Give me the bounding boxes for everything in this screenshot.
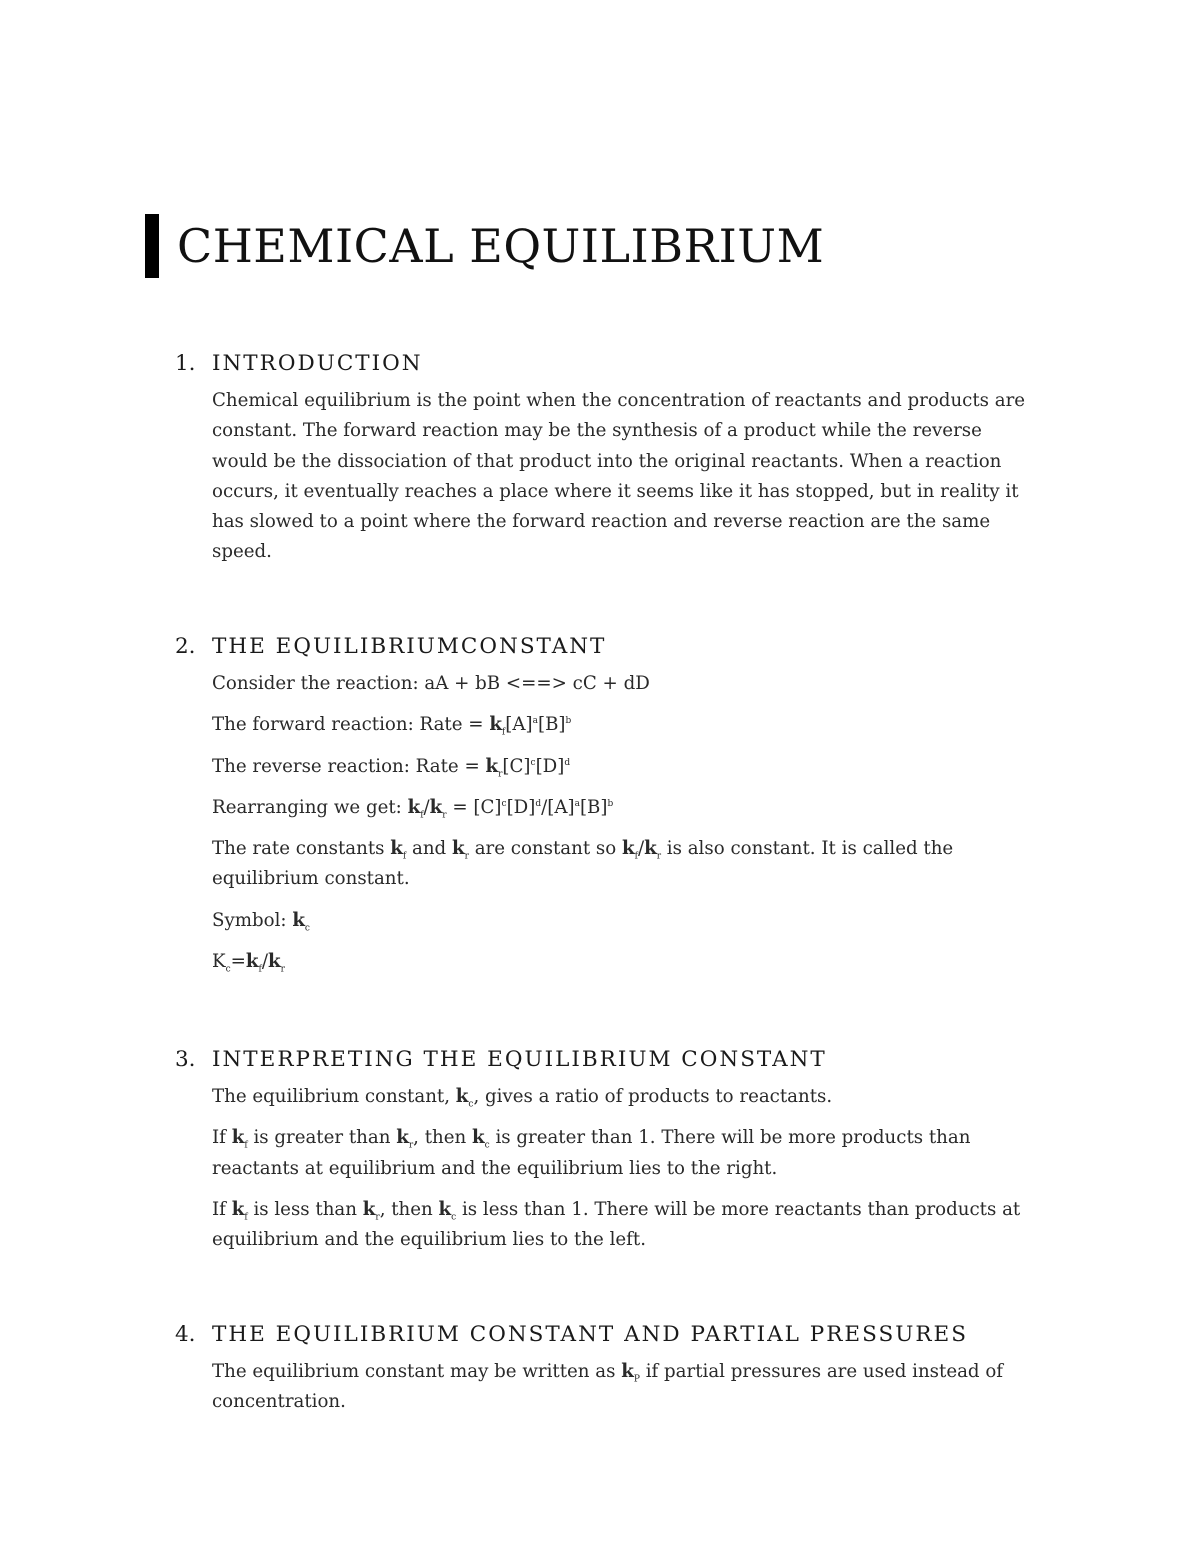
section-heading (175, 1045, 1035, 1075)
section-title: THE EQUILIBRIUMCONSTANT (212, 634, 607, 659)
section-number: 3. (175, 1047, 196, 1072)
section-heading (175, 349, 1035, 379)
section-heading (175, 632, 1035, 662)
section-body (212, 669, 1035, 977)
kc-definition-line: $K_c=k_f/k_r$ (212, 951, 285, 975)
section-interpreting (175, 1045, 1035, 1255)
section-body (212, 1082, 1035, 1255)
section-number: 1. (175, 351, 196, 376)
consider-reaction-line: Consider the reaction: aA + bB <==> cC + dD (212, 673, 650, 694)
section-title: INTERPRETING THE EQUILIBRIUM CONSTANT (212, 1047, 827, 1072)
greater-than-paragraph: If $k_f$ is greater than $k_r$, then $k_c$ is greater than 1. There will be more products than reactants at equilibrium and the equilibrium lies to the right. (212, 1127, 971, 1179)
rate-constants-paragraph: The rate constants $k_f$ and $k_r$ are constant so $k_f/k_r$ is also constant. It is called the equilibrium constant. (212, 838, 954, 890)
section-number: 2. (175, 634, 196, 659)
partial-pressures-paragraph: The equilibrium constant may be written as $k_P$ if partial pressures are used instead of concentration. (212, 1361, 1004, 1413)
section-equilibrium-constant (175, 632, 1035, 977)
section-body (212, 1357, 1035, 1418)
forward-rate-line: The forward reaction: Rate = $k_f[A]^a[B]^b$ (212, 714, 572, 738)
section-number: 4. (175, 1322, 196, 1347)
section-introduction (175, 349, 1035, 568)
section-body (212, 386, 1035, 568)
section-heading (175, 1320, 1035, 1350)
rearranging-line: Rearranging we get: $k_f/k_r = [C]^c[D]^d/[A]^a[B]^b$ (212, 796, 614, 821)
symbol-line: Symbol: $k_c$ (212, 909, 310, 934)
intro-paragraph: Chemical equilibrium is the point when the concentration of reactants and products are constant. The forward reaction may be the synthesis of a product while the reverse would be the dissociation of that product into the original reactants. When a reaction occurs, it eventually reaches a place where it seems like it has stopped, but in reality it has slowed to a point where the forward reaction and reverse reaction are the same speed. (212, 390, 1026, 563)
section-partial-pressures (175, 1320, 1035, 1418)
section-title: INTRODUCTION (212, 351, 423, 376)
reverse-rate-line: The reverse reaction: Rate = $k_r[C]^c[D]^d$ (212, 755, 571, 780)
title-accent-bar (145, 214, 159, 278)
less-than-paragraph: If $k_f$ is less than $k_r$, then $k_c$ is less than 1. There will be more reactants than products at equilibrium and the equilibrium lies to the left. (212, 1198, 1021, 1251)
ratio-paragraph: The equilibrium constant, $k_c$, gives a ratio of products to reactants. (212, 1086, 833, 1110)
title-block (145, 214, 824, 278)
section-title: THE EQUILIBRIUM CONSTANT AND PARTIAL PRESSURES (212, 1322, 968, 1347)
document-title: CHEMICAL EQUILIBRIUM (177, 219, 825, 273)
